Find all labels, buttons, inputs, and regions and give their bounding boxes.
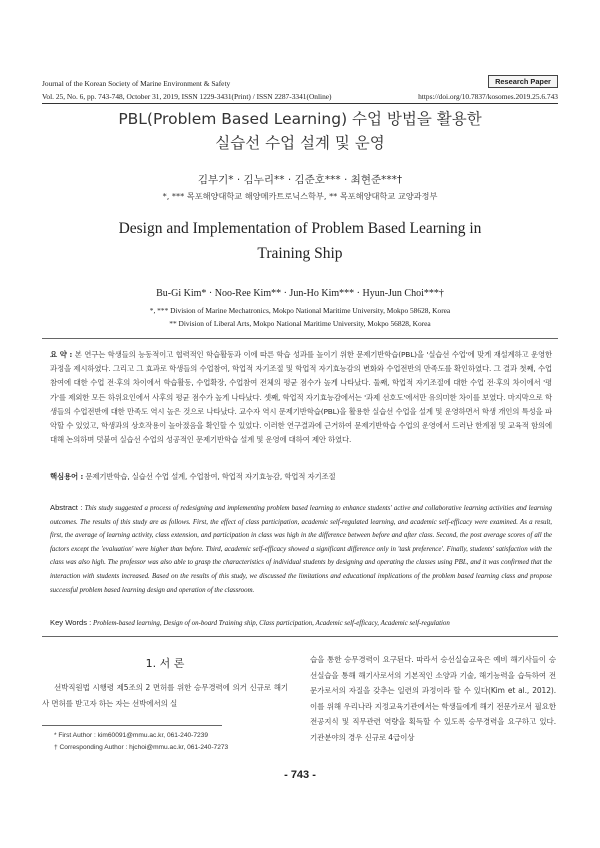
page-number: - 743 - (284, 769, 316, 781)
header-rule (42, 103, 558, 104)
volume-info: Vol. 25, No. 6, pp. 743-748, October 31, 2019, ISSN 1229-3431(Print) / ISSN 2287-3341(Online) (42, 92, 332, 101)
korean-keywords (50, 471, 552, 482)
footnote-rule (42, 725, 222, 726)
journal-name: Journal of the Korean Society of Marine Environment & Safety (42, 79, 231, 88)
abstract-top-rule (42, 338, 558, 339)
english-abstract (50, 501, 552, 597)
english-abstract-text: This study suggested a process of redesigning and implementing problem based learning to enhance students' active and collaborative learning activities and learning outcomes. The results of this study are as follows. First, the effect of class participation, academic self-regulated learning, and academic self-efficacy were examined. As a result, first, the average of learning activity, class extension, and participation in class was high in the difference between before and after class. Second, the post average scores of all the factors except the 'evaluation' were higher than before. Third, academic self-efficacy showed a significant difference only in 'task preference'. Finally, students' satisfaction with the class was also high. The professor was also able to grasp the characteristics of individual students by designing and operating the classes using PBL, and it was confirmed that the interaction with students increased. Based on the results of this study, we discussed the limitations and educational implications of the problem based learning class and propose successful problem based learning design and operation of the classroom. (50, 505, 552, 594)
body-right-column: 습을 통한 승무경력이 요구된다. 따라서 승선실습교육은 예비 해기사들이 승선실습을 통해 해기사로서의 기본적인 소양과 기술, 해기능력을 습득하여 전문가로서의 자질을 갖추는 일련의 과정이라 할 수 있다(Kim et al., 2012). 이를 위해 우리나라 지정교육기관에서는 학생들에게 해기 전문가로서 필요한 전공지식 및 직무관련 역량을 획득할 수 있도록 승무경력을 요구하고 있다. 기관분야의 경우 신규로 4급이상 (310, 655, 556, 742)
korean-abstract-text: 본 연구는 학생들의 능동적이고 협력적인 학습활동과 이에 따른 학습 성과를 높이기 위한 문제기반학습(PBL)을 '실습선 수업'에 맞게 재설계하고 운영한 과정을 제시하였다. 그리고 그 효과로 학생들의 수업참여, 학업적 자기조절 및 학업적 자기효능감의 변화와 수업전반의 만족도를 확인하였다. 그 결과 첫째, 수업참여에 대한 수업 전·후의 차이에서 학습활동, 수업확장, 수업참여 전체의 평균 점수가 높게 나타났다. 둘째, 학업적 자기조절에 대한 수업 전·후의 차이에서 '평가'를 제외한 모든 하위요인에서 사후의 평균 점수가 높게 나타났다. 셋째, 학업적 자기효능감에서는 '과제 선호도'에서만 유의미한 차이를 보였다. 마지막으로 학생들의 수업전반에 대한 만족도 역시 높은 것으로 나타났다. 교수자 역시 문제기반학습(PBL)을 활용한 실습선 수업을 설계 및 운영하면서 학생 개인의 특성을 파악할 수 있었고, 학생과의 상호작용이 높아졌음을 확인할 수 있었다. 이러한 연구결과에 근거하여 문제기반학습 수업의 운영에서 드러난 한계점 및 교육적 함의에 대해 논의하며 덧붙여 실습선 수업의 성공적인 문제기반학습 설계 및 운영에 대하여 제안 하였다. (50, 350, 552, 445)
english-affiliation-2: ** Division of Liberal Arts, Mokpo National Maritime University, Mokpo 56828, Korea (169, 319, 431, 328)
korean-title-line2: 실습선 수업 설계 및 운영 (215, 134, 385, 152)
korean-keywords-text: 문제기반학습, 실습선 수업 설계, 수업참여, 학업적 자기효능감, 학업적 자기조절 (85, 472, 336, 481)
korean-abstract (50, 348, 552, 447)
english-authors: Bu-Gi Kim* · Noo-Ree Kim** · Jun-Ho Kim*** · Hyun-Jun Choi***† (156, 288, 444, 299)
english-keywords (50, 618, 552, 627)
section-title: 1. 서 론 (145, 657, 185, 670)
english-keywords-label: Key Words : (50, 618, 92, 627)
korean-abstract-label: 요 약 : (50, 350, 73, 359)
english-affiliation-1: *, *** Division of Marine Mechatronics, Mokpo National Maritime University, Mokpo 58628, Korea (149, 306, 451, 315)
footnote-corresponding-author: † Corresponding Author : hjchoi@mmu.ac.kr, 061-240-7273 (54, 744, 229, 751)
korean-title-line1: PBL(Problem Based Learning) 수업 방법을 활용한 (118, 110, 482, 128)
english-abstract-label: Abstract : (50, 503, 83, 512)
english-title-line2: Training Ship (257, 245, 343, 262)
footnote-first-author: * First Author : kim60091@mmu.ac.kr, 061-240-7239 (54, 732, 209, 739)
english-title-line1: Design and Implementation of Problem Based Learning in (118, 220, 482, 237)
korean-affiliation: *, *** 목포해양대학교 해양메카트로닉스학부, ** 목포해양대학교 교양과정부 (162, 191, 438, 201)
abstract-bottom-rule (42, 636, 558, 637)
body-left-column: 선박직원법 시행령 제5조의 2 면허를 위한 승무경력에 의거 신규로 해기사 면허를 받고자 하는 자는 선박에서의 실 (42, 683, 288, 708)
english-keywords-text: Problem-based learning, Design of on-board Training ship, Class participation, Academic self-efficacy, Academic self-regulation (92, 620, 450, 627)
korean-keywords-label: 핵심용어 : (50, 472, 84, 481)
article-type-badge: Research Paper (488, 75, 558, 88)
doi-link[interactable]: https://doi.org/10.7837/kosomes.2019.25.6.743 (418, 92, 558, 101)
korean-authors: 김부기* · 김누리** · 김준호*** · 최현준***† (197, 174, 403, 186)
